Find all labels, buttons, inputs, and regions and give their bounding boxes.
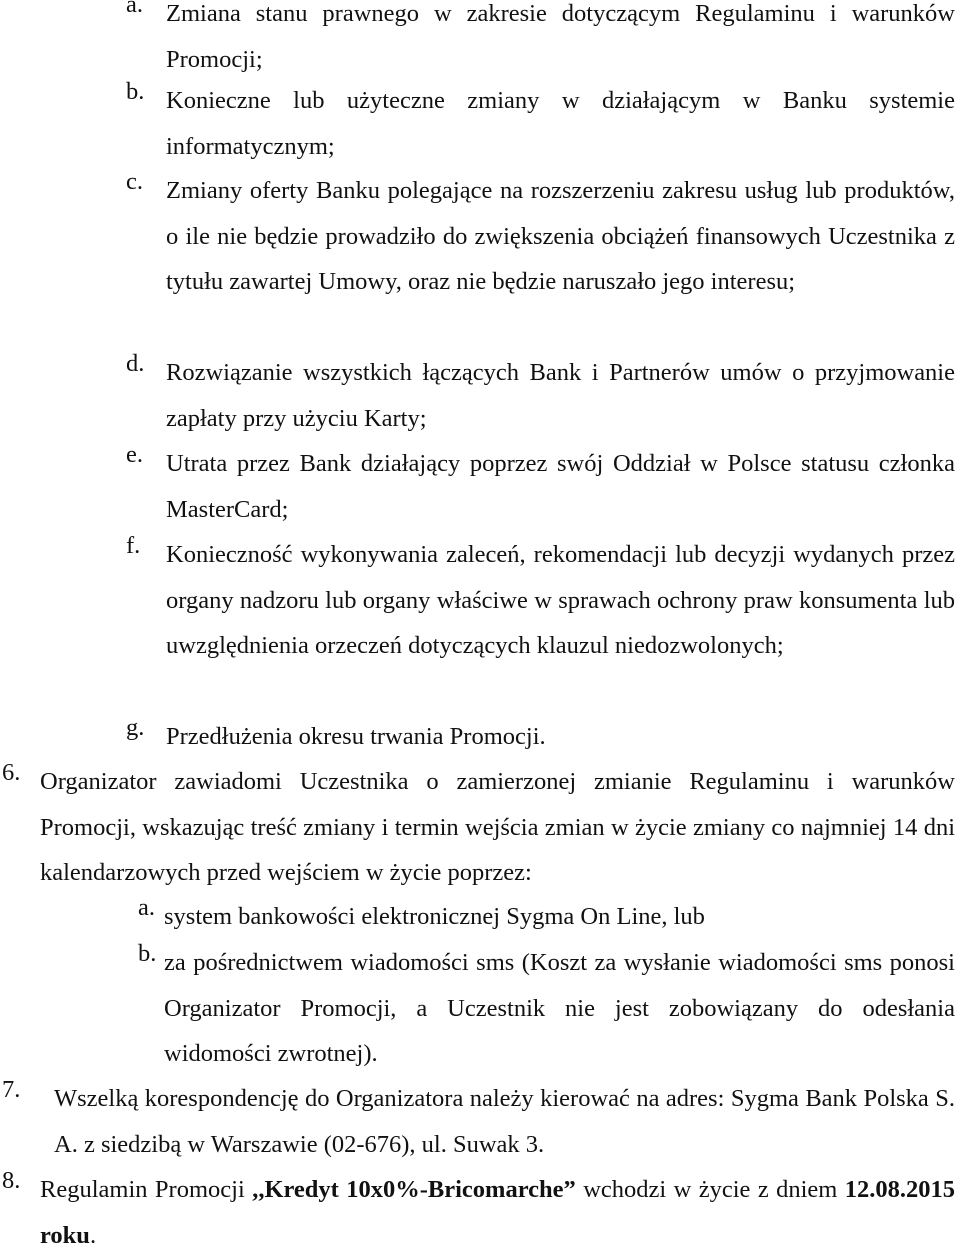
item-text [40, 1167, 955, 1258]
promotion-name: ,,Kredyt 10x0%-Bricomarche” [252, 1176, 576, 1203]
list-item-text: Konieczne lub użyteczne zmiany w działającym w Banku systemie informatycznym; [166, 87, 955, 160]
list-item-text: system bankowości elektronicznej Sygma On Line, lub [164, 903, 705, 930]
list-marker: a. [138, 894, 155, 921]
list-item-text: Utrata przez Bank działający poprzez swój Oddział w Polsce statusu członka MasterCard; [166, 450, 955, 523]
list-item-text: Zmiany oferty Banku polegające na rozszerzeniu zakresu usług lub produktów, o ile nie będzie prowadziło do zwiększenia obciążeń finansowych Uczestnika z tytułu zawartej Umowy, oraz nie będzie naruszało jego interesu; [166, 177, 955, 295]
list-item-text: Rozwiązanie wszystkich łączących Bank i Partnerów umów o przyjmowanie zapłaty przy użyciu Karty; [166, 359, 955, 432]
effective-date: 12.08.2015 roku [40, 1176, 956, 1249]
list-marker: b. [126, 78, 145, 105]
item-number: 6. [2, 759, 21, 786]
item-number: 7. [2, 1076, 21, 1103]
item-number: 8. [2, 1167, 21, 1194]
list-marker: d. [126, 350, 145, 377]
list-marker: f. [126, 532, 141, 559]
item-text-part: wchodzi w życie z dniem [575, 1176, 845, 1203]
item-text [54, 1076, 955, 1167]
list-marker: e. [126, 441, 143, 468]
list-marker: g. [126, 714, 145, 741]
list-item-text: Przedłużenia okresu trwania Promocji. [166, 723, 546, 750]
list-marker: b. [138, 940, 157, 967]
item-text-body: Wszelką korespondencję do Organizatora należy kierować na adres: Sygma Bank Polska S. A. z siedzibą w Warszawie (02-676), ul. Suwak 3. [54, 1085, 955, 1158]
list-marker: c. [126, 168, 143, 195]
list-item-text: za pośrednictwem wiadomości sms (Koszt za wysłanie wiadomości sms ponosi Organizator Promocji, a Uczestnik nie jest zobowiązany do odesłania widomości zwrotnej). [164, 949, 955, 1067]
item-text [40, 759, 955, 896]
list-item-text: Konieczność wykonywania zaleceń, rekomendacji lub decyzji wydanych przez organy nadzoru lub organy właściwe w sprawach ochrony praw konsumenta lub uwzględnienia orzeczeń dotyczących klauzul niedozwolonych; [166, 541, 955, 659]
list-item-text: Zmiana stanu prawnego w zakresie dotyczącym Regulaminu i warunków Promocji; [166, 0, 955, 73]
list-marker: a. [126, 0, 143, 18]
item-text-part: Regulamin Promocji [40, 1176, 253, 1203]
item-text-part: . [89, 1221, 97, 1249]
item-text-body: Organizator zawiadomi Uczestnika o zamierzonej zmianie Regulaminu i warunków Promocji, wskazując treść zmiany i termin wejścia zmian w życie zmiany co najmniej 14 dni kalendarzowych przed wejściem w życie poprzez: [40, 768, 955, 886]
